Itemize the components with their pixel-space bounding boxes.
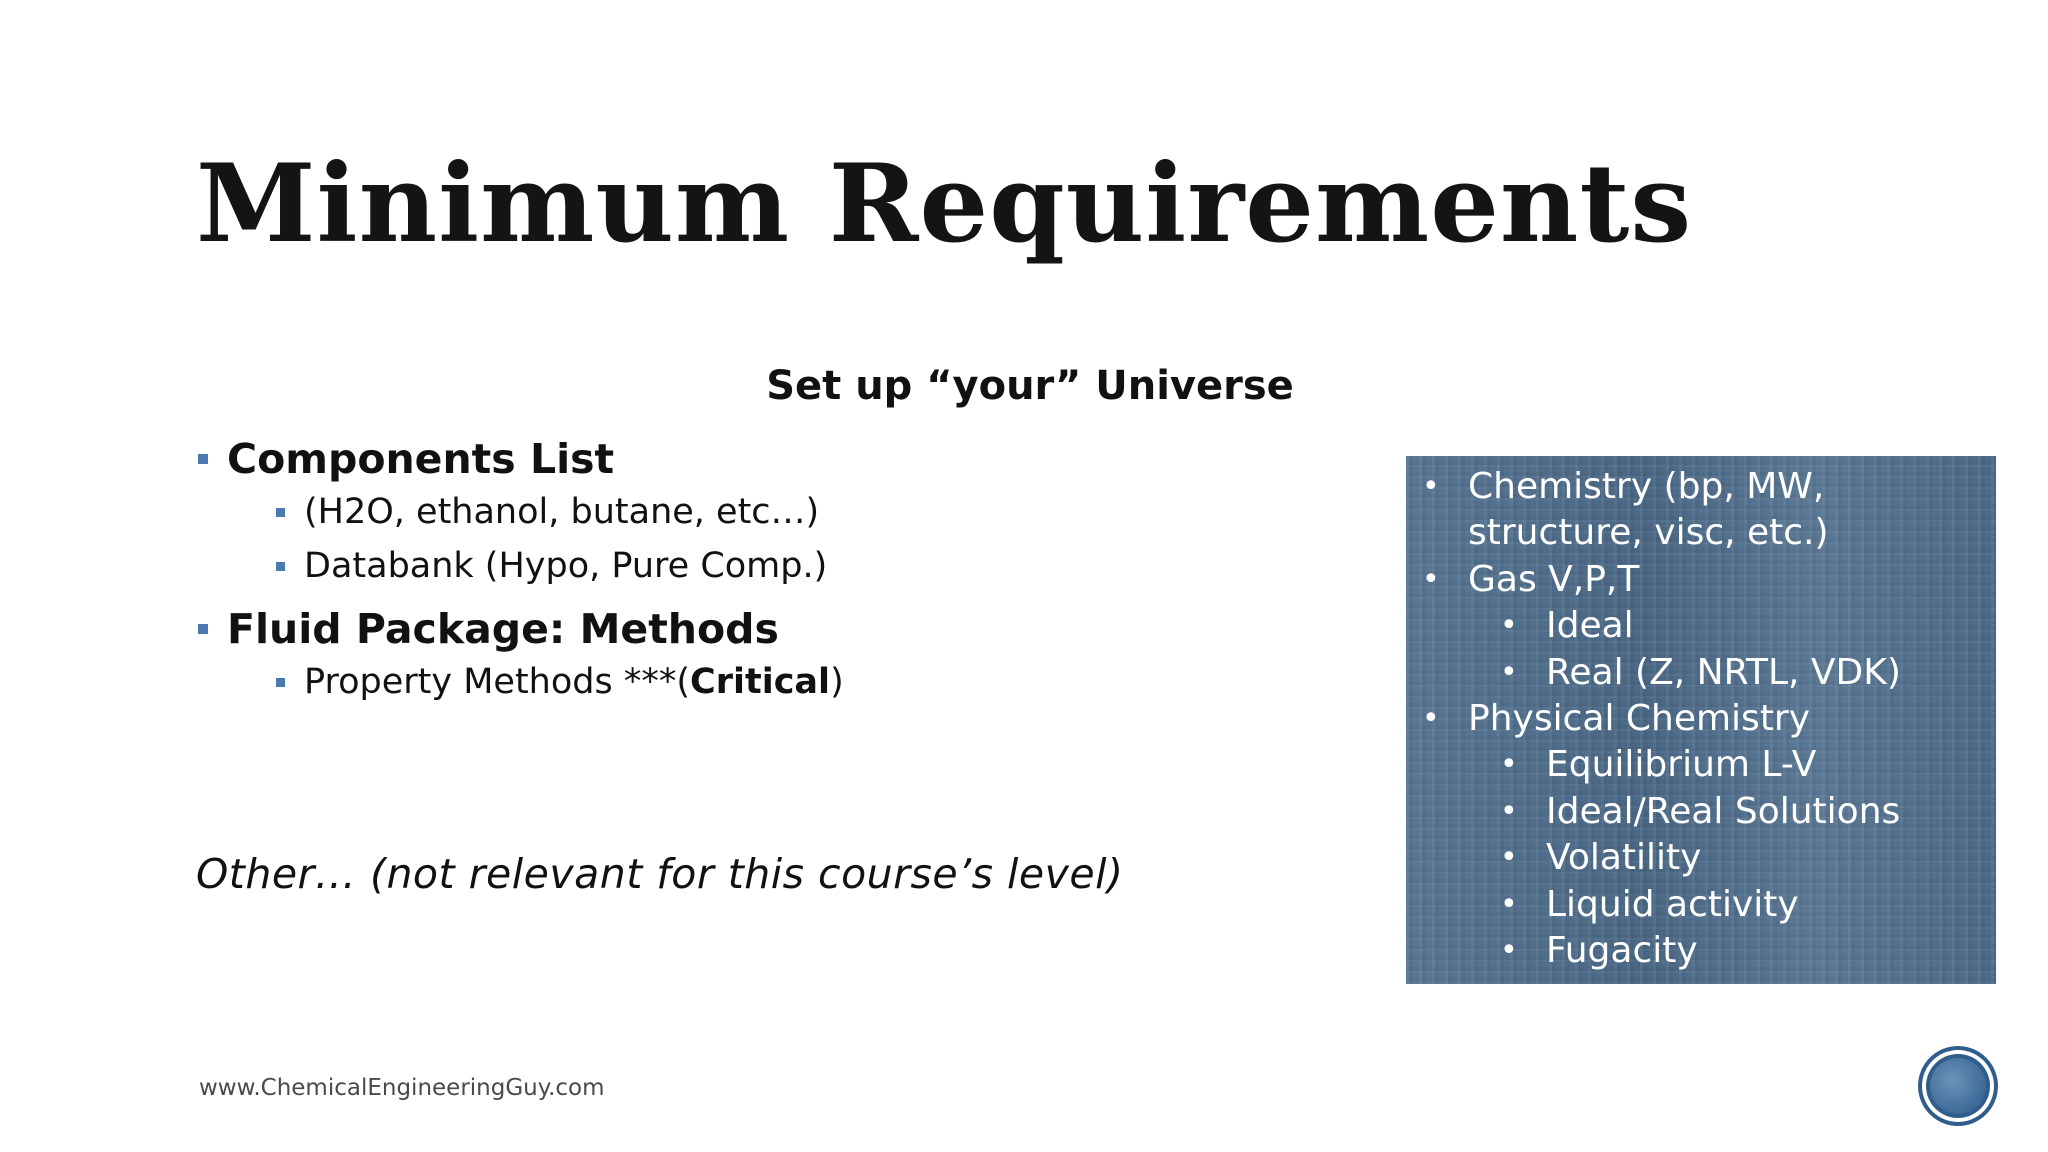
round-bullet-icon: • [1500, 747, 1518, 783]
square-bullet-icon [276, 508, 285, 517]
sub-bullet-suffix: ) [830, 662, 844, 702]
panel-item [1406, 557, 1996, 603]
panel-item-text: Fugacity [1546, 930, 1698, 972]
logo-inner [1930, 1058, 1986, 1114]
panel-item [1406, 603, 1996, 649]
square-bullet-icon [276, 678, 285, 687]
sub-bullet-emphasis: Critical [690, 662, 831, 702]
bullet-list [196, 433, 844, 719]
round-bullet-icon: • [1422, 469, 1440, 504]
bullet-label: Fluid Package: Methods [227, 605, 779, 653]
panel-item [1406, 928, 1996, 974]
panel-item [1406, 696, 1996, 742]
footer-url: www.ChemicalEngineeringGuy.com [199, 1075, 605, 1101]
panel-item [1406, 789, 1996, 835]
sub-bullet-prefix: Property Methods ***( [304, 662, 691, 702]
info-panel [1406, 456, 1996, 984]
panel-item-text: Real (Z, NRTL, VDK) [1546, 651, 1901, 693]
square-bullet-icon [276, 562, 285, 571]
sub-bullet-item [227, 655, 844, 709]
sub-bullet-list [227, 485, 844, 603]
round-bullet-icon: • [1500, 608, 1518, 644]
panel-item-text: structure, visc, etc.) [1468, 512, 1829, 554]
panel-item-text: Liquid activity [1546, 883, 1799, 925]
round-bullet-icon: • [1500, 933, 1518, 969]
other-note: Other… (not relevant for this course’s level) [196, 850, 1124, 898]
square-bullet-icon [198, 624, 208, 634]
sub-bullet-list [227, 655, 844, 719]
slide-title: Minimum Requirements [196, 141, 1693, 267]
round-bullet-icon: • [1422, 561, 1440, 597]
panel-item [1406, 835, 1996, 881]
panel-item-text: Chemistry (bp, MW, [1468, 466, 1825, 507]
slide-subtitle: Set up “your” Universe [766, 363, 1294, 409]
panel-item-text: Physical Chemistry [1468, 698, 1811, 740]
round-bullet-icon: • [1500, 840, 1518, 876]
panel-item [1406, 464, 1996, 510]
panel-item [1406, 742, 1996, 788]
bullet-label: Components List [227, 435, 615, 483]
panel-item-text: Volatility [1546, 837, 1702, 879]
sub-bullet-text: (H2O, ethanol, butane, etc…) [304, 492, 820, 532]
sub-bullet-item [227, 539, 844, 593]
sub-bullet-text: Databank (Hypo, Pure Comp.) [304, 546, 828, 586]
bullet-fluid-package [196, 603, 844, 719]
panel-item [1406, 882, 1996, 928]
panel-item [1406, 650, 1996, 696]
panel-item [1406, 510, 1996, 556]
panel-item-text: Ideal/Real Solutions [1546, 790, 1901, 832]
sub-bullet-item [227, 485, 844, 539]
square-bullet-icon [198, 454, 208, 464]
logo-icon [1922, 1050, 1994, 1122]
round-bullet-icon: • [1500, 654, 1518, 690]
round-bullet-icon: • [1500, 793, 1518, 829]
panel-item-text: Gas V,P,T [1468, 558, 1640, 600]
panel-list [1406, 464, 1996, 974]
panel-item-text: Ideal [1546, 605, 1634, 647]
panel-item-text: Equilibrium L-V [1546, 744, 1817, 786]
round-bullet-icon: • [1500, 886, 1518, 922]
bullet-components-list [196, 433, 844, 603]
round-bullet-icon: • [1422, 701, 1440, 737]
